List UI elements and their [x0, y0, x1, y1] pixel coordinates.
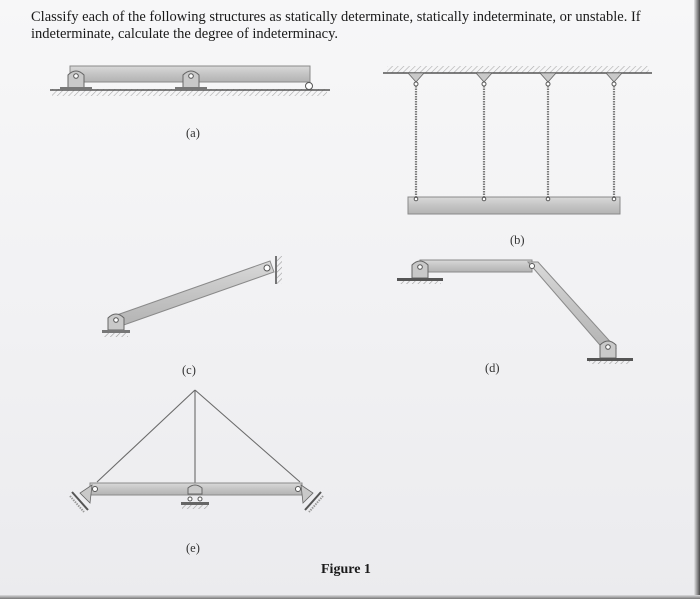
roller-support-icon	[306, 83, 313, 90]
inclined-pin-support-icon	[296, 485, 324, 512]
label-a: (a)	[186, 126, 200, 140]
pin-support-icon	[587, 341, 633, 364]
page-edge-shadow	[0, 595, 700, 599]
ceiling-hinge-icon	[408, 73, 424, 86]
structure-d-frame	[397, 260, 633, 364]
label-d: (d)	[485, 361, 500, 375]
structure-b-hanging-beam	[383, 66, 652, 214]
label-e: (e)	[186, 541, 200, 555]
structure-a-beam	[50, 66, 330, 96]
label-b: (b)	[510, 233, 525, 247]
figure-caption: Figure 1	[321, 562, 371, 577]
ceiling-hinge-icon	[476, 73, 492, 86]
structure-e-cable-beam	[70, 390, 323, 512]
structure-c-inclined-member	[102, 256, 282, 337]
question-text: Classify each of the following structures as statically determinate, statically indeterminate, or unstable. If indeterminate, calculate the degree of indeterminacy.	[31, 9, 641, 42]
page-edge-shadow	[694, 0, 700, 599]
inclined-pin-support-icon	[70, 485, 98, 512]
label-c: (c)	[182, 363, 196, 377]
ceiling-hinge-icon	[606, 73, 622, 86]
ceiling-hinge-icon	[540, 73, 556, 86]
